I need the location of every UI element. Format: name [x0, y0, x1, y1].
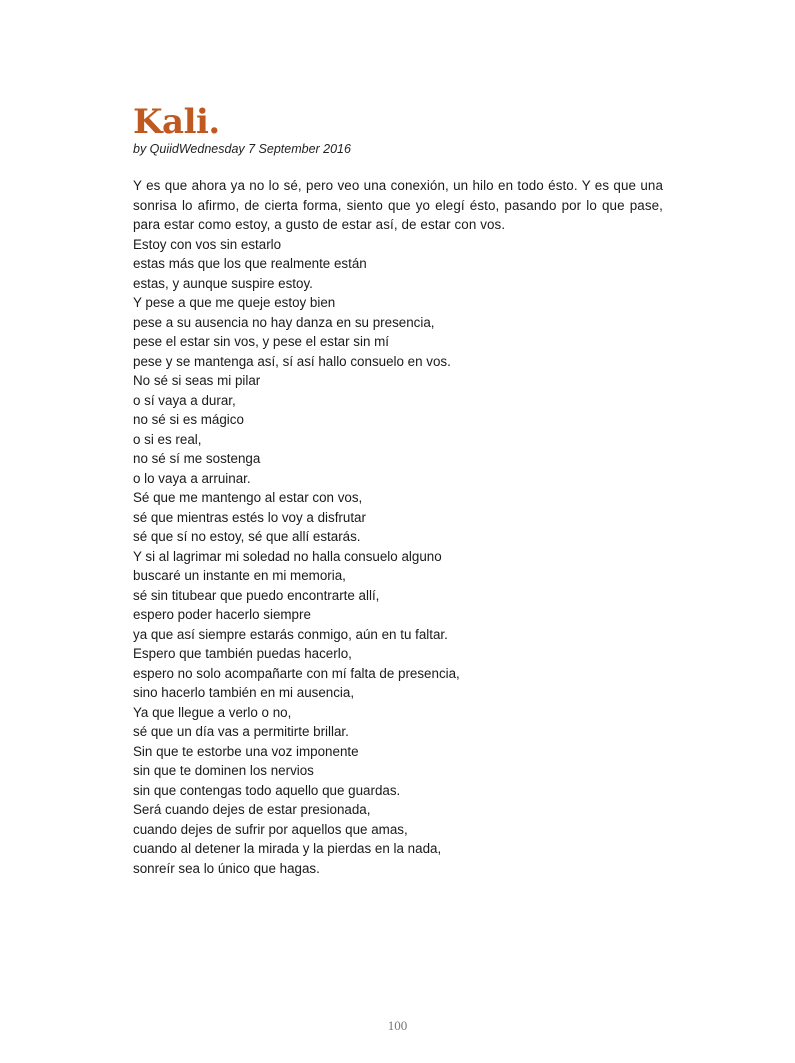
verse-line: sé sin titubear que puedo encontrarte allí, — [133, 587, 380, 603]
verse-line: no sé sí me sostenga — [133, 451, 261, 466]
verse-line: Estoy con vos sin estarlo — [133, 236, 282, 252]
verse-line: Espero que también puedas hacerlo, — [133, 646, 352, 661]
verse-line: pese y se mantenga así, sí así hallo consuelo en vos. — [133, 353, 451, 369]
poem-body — [133, 176, 663, 878]
verse-line: o lo vaya a arruinar. — [133, 470, 251, 486]
verse-line: estas más que los que realmente están — [133, 256, 367, 271]
verse-line: pese el estar sin vos, y pese el estar sin mí — [133, 334, 390, 349]
verse-line: Y pese a que me queje estoy bien — [133, 295, 336, 310]
verse-lines — [133, 235, 663, 879]
verse-line: sino hacerlo también en mi ausencia, — [133, 685, 355, 700]
verse-line: espero poder hacerlo siempre — [133, 607, 311, 622]
verse-line: no sé si es mágico — [133, 412, 244, 427]
verse-line: sé que mientras estés lo voy a disfrutar — [133, 509, 366, 525]
verse-line: sé que sí no estoy, sé que allí estarás. — [133, 529, 361, 544]
verse-line: sé que un día vas a permitirte brillar. — [133, 724, 349, 739]
verse-line: pese a su ausencia no hay danza en su presencia, — [133, 314, 435, 330]
author-date-byline: by QuiidWednesday 7 September 2016 — [133, 142, 351, 156]
verse-line: estas, y aunque suspire estoy. — [133, 275, 313, 291]
verse-line: Ya que llegue a verlo o no, — [133, 704, 292, 720]
verse-line: o si es real, — [133, 431, 202, 447]
verse-line: sin que contengas todo aquello que guardas. — [133, 782, 401, 798]
verse-line: No sé si seas mi pilar — [133, 373, 261, 388]
verse-line: Sé que me mantengo al estar con vos, — [133, 490, 363, 505]
verse-line: sonreír sea lo único que hagas. — [133, 860, 320, 876]
verse-line: Y si al lagrimar mi soledad no halla consuelo alguno — [133, 548, 442, 564]
page-number: 100 — [387, 1018, 408, 1033]
verse-line: cuando dejes de sufrir por aquellos que amas, — [133, 821, 408, 837]
verse-line: o sí vaya a durar, — [133, 392, 236, 408]
poem-title: Kali. — [133, 102, 220, 142]
verse-line: Será cuando dejes de estar presionada, — [133, 802, 371, 817]
verse-line: espero no solo acompañarte con mí falta de presencia, — [133, 665, 460, 681]
verse-line: sin que te dominen los nervios — [133, 763, 314, 778]
intro-paragraph: Y es que ahora ya no lo sé, pero veo una conexión, un hilo en todo ésto. Y es que una sonrisa lo afirmo, de cierta forma, siento que yo elegí ésto, pasando por lo que pase, para estar como estoy, a gusto de estar así, de estar con vos. — [133, 178, 663, 232]
verse-line: cuando al detener la mirada y la pierdas en la nada, — [133, 841, 442, 856]
verse-line: buscaré un instante en mi memoria, — [133, 568, 346, 583]
verse-line: Sin que te estorbe una voz imponente — [133, 743, 359, 759]
verse-line: ya que así siempre estarás conmigo, aún en tu faltar. — [133, 626, 448, 642]
